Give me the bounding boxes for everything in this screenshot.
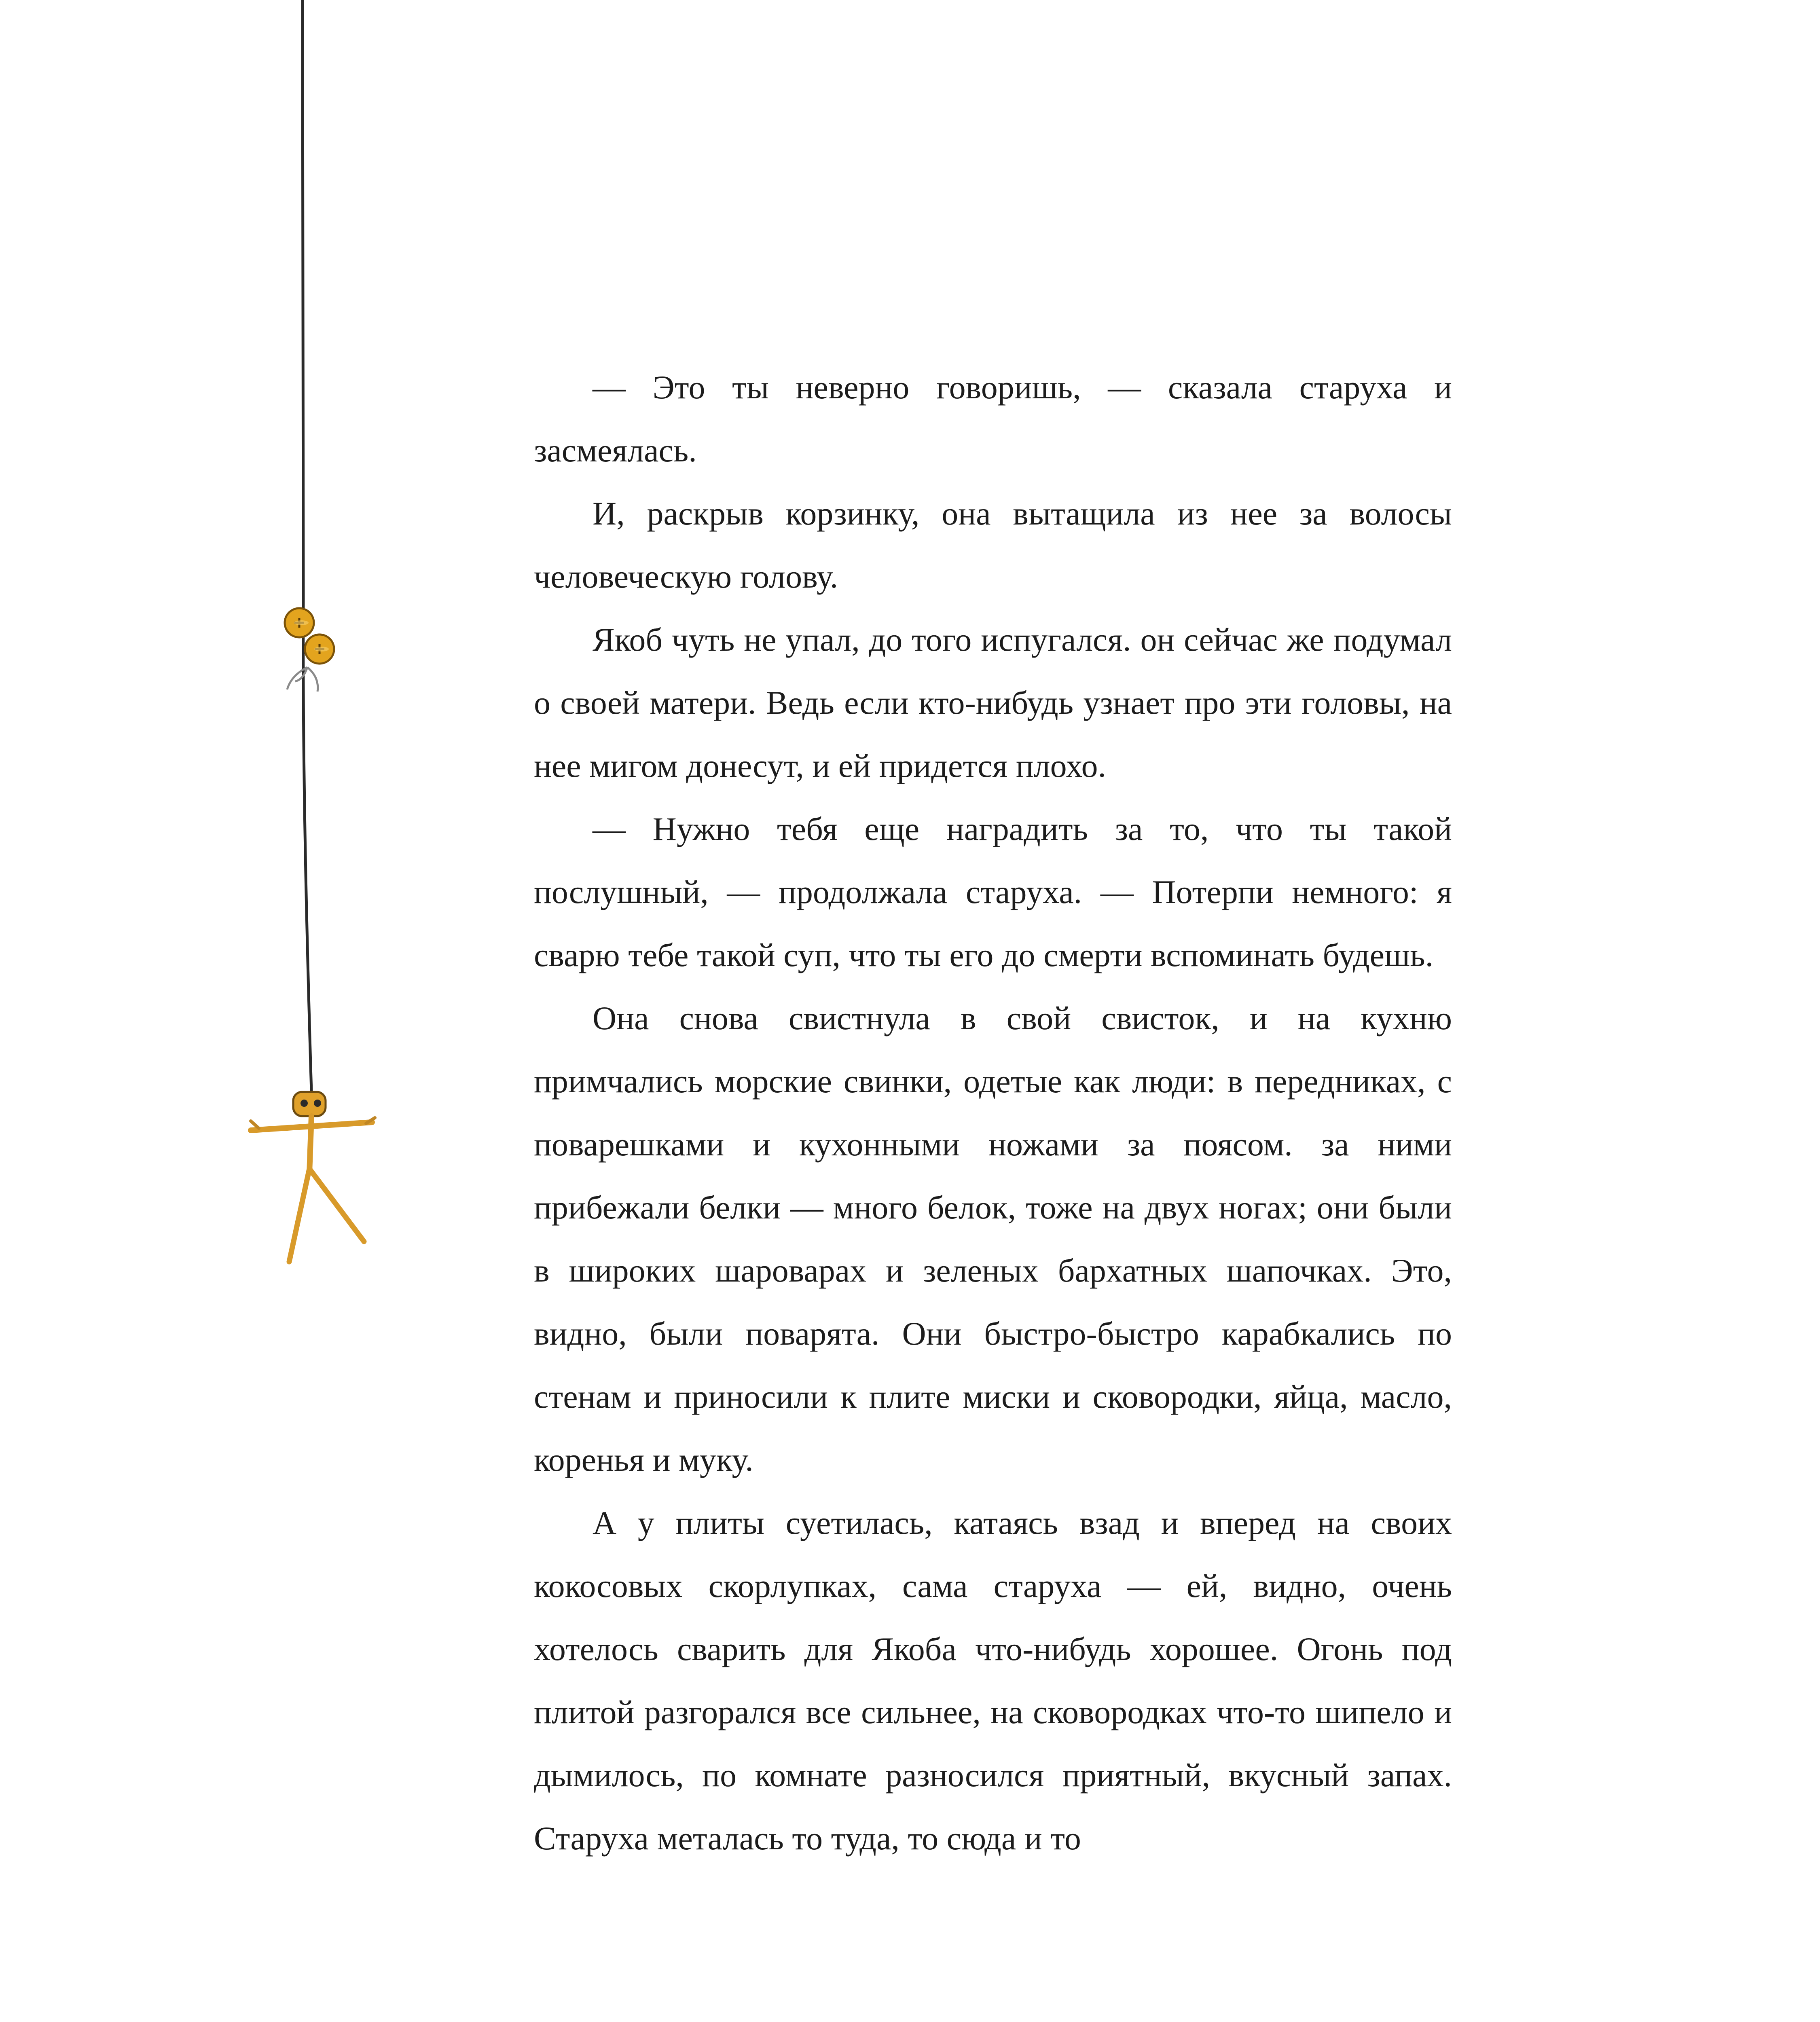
paragraph-5: Она снова свистнула в свой свисток, и на кухню примчались морские свинки, одетые как люди: в передниках, с поварешками и кухонными ножами за поясом. за ними прибежали белки — много белок, тоже на двух ногах; они были в широких шароварах и зеленых бархатных шапочках. Это, видно, были поварята. Они быстро-быстро карабкались по стенам и приносили к плите миски и сковородки, яйца, масло, коренья и муку. (534, 1000, 1452, 1478)
paragraph-3: Якоб чуть не упал, до того испугался. он сейчас же подумал о своей матери. Ведь если кто-нибудь узнает про эти головы, на нее мигом донесут, и ей придется плохо. (534, 621, 1452, 784)
paragraph-2: И, раскрыв корзинку, она вытащила из нее за волосы человеческую голову. (534, 495, 1452, 595)
paragraph-1: — Это ты неверно говоришь, — сказала старуха и засмеялась. (534, 369, 1452, 469)
hanging-twig-doll-icon (0, 0, 445, 1294)
paragraph-6: А у плиты суетилась, катаясь взад и вперед на своих кокосовых скорлупках, сама старуха — ей, видно, очень хотелось сварить для Якоба что-нибудь хорошее. Огонь под плитой разгорался все сильнее, на сковородках что-то шипело и дымилось, по комнате разносился приятный, вкусный запах. Старуха металась то туда, то сюда и то (534, 1504, 1452, 1857)
thread-line (303, 0, 311, 1092)
paragraph-4: — Нужно тебя еще наградить за то, что ты такой послушный, — продолжала старуха. — Потерпи немного: я сварю тебе такой суп, что ты его до смерти вспоминать будешь. (534, 810, 1452, 973)
body-text (534, 356, 1452, 1870)
twig-doll-icon (251, 1092, 375, 1262)
bells-icon (285, 608, 334, 692)
